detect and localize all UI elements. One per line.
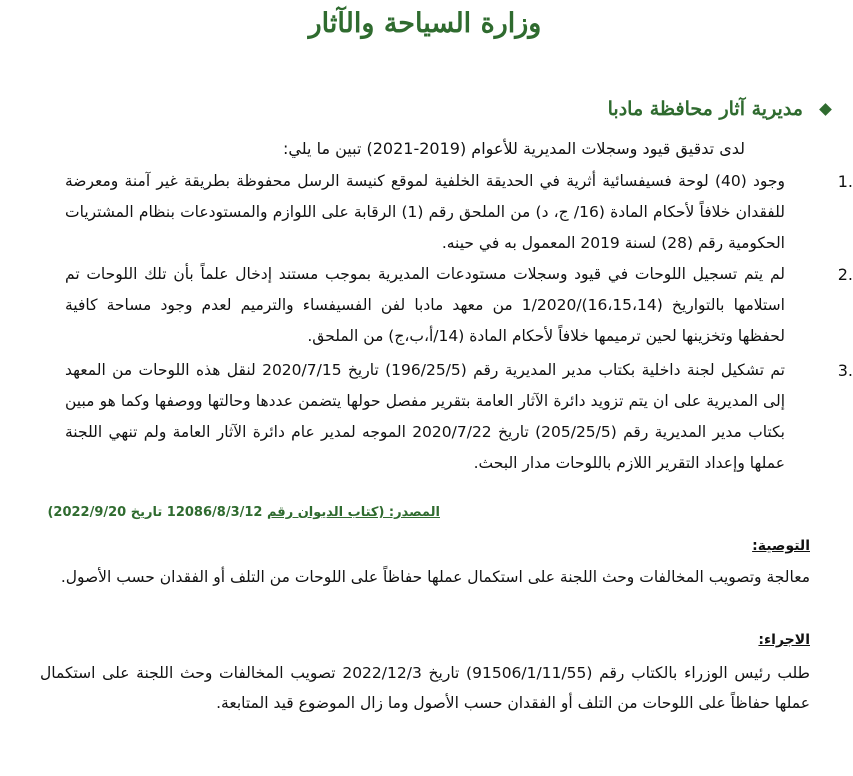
findings-list xyxy=(65,166,853,481)
source-citation xyxy=(47,505,440,520)
finding-text: لم يتم تسجيل اللوحات في قيود وسجلات مستودعات المديرية بموجب مستند إدخال علماً بأن تلك اللوحات تم استلامها بالتواريخ (16،15،14)/1/2020 من معهد مادبا لفن الفسيفساء والترميم لعدم وجود مساحة كافية لحفظها وتخزينها لحين ترميمها خلافاً لأحكام المادة (14/أ،ب،ج) من الملحق. xyxy=(65,265,785,345)
procedure-heading: الاجراء: xyxy=(758,632,810,648)
source-label: المصدر: (كتاب الديوان رقم xyxy=(266,505,440,520)
finding-item xyxy=(65,259,853,355)
procedure-text: طلب رئيس الوزراء بالكتاب رقم (91506/1/11/55) تاريخ 2022/12/3 تصويب المخالفات وحث اللجنة على استكمال عملها حفاظاً على اللوحات من التلف أو الفقدان حسب الأصول وما زال الموضوع قيد المتابعة. xyxy=(40,664,811,712)
finding-number: 1. xyxy=(837,172,853,191)
source-value: 12086/8/3/12 تاريخ 2022/9/20) xyxy=(47,505,263,520)
intro-paragraph: لدى تدقيق قيود وسجلات المديرية للأعوام (2019-2021) تبين ما يلي: xyxy=(283,139,745,158)
recommendation-heading: التوصية: xyxy=(752,538,810,554)
finding-number: 2. xyxy=(837,265,853,284)
finding-item xyxy=(65,355,853,481)
section-heading xyxy=(608,98,830,120)
finding-number: 3. xyxy=(837,361,853,380)
recommendation-text: معالجة وتصويب المخالفات وحث اللجنة على استكمال عملها حفاظاً على اللوحات من التلف أو الفقدان حسب الأصول. xyxy=(60,568,810,586)
ministry-title: وزارة السياحة والآثار xyxy=(308,8,542,39)
finding-text: تم تشكيل لجنة داخلية بكتاب مدير المديرية رقم (196/25/5) تاريخ 2020/7/15 لنقل هذه اللوحات من المعهد إلى المديرية على ان يتم تزويد دائرة الآثار العامة بتقرير مفصل حولها يتضمن عددها وحالتها ووصفها وكما هو مبين بكتاب مدير المديرية رقم (205/25/5) تاريخ 2020/7/22 الموجه لمدير عام دائرة الآثار العامة ولم تنهي اللجنة عملها وإعداد التقرير اللازم باللوحات مدار البحث. xyxy=(65,361,785,472)
finding-text: وجود (40) لوحة فسيفسائية أثرية في الحديقة الخلفية لموقع كنيسة الرسل محفوظة بطريقة غير آمنة ومعرضة للفقدان خلافاً لأحكام المادة (16/ ج، د) من الملحق رقم (1) الرقابة على اللوازم والمستودعات بنظام المشتريات الحكومية رقم (28) لسنة 2019 المعمول به في حينه. xyxy=(65,172,785,252)
section-heading-text: مديرية آثار محافظة مادبا xyxy=(607,98,803,120)
diamond-bullet-icon xyxy=(819,103,832,116)
finding-item xyxy=(65,166,853,259)
